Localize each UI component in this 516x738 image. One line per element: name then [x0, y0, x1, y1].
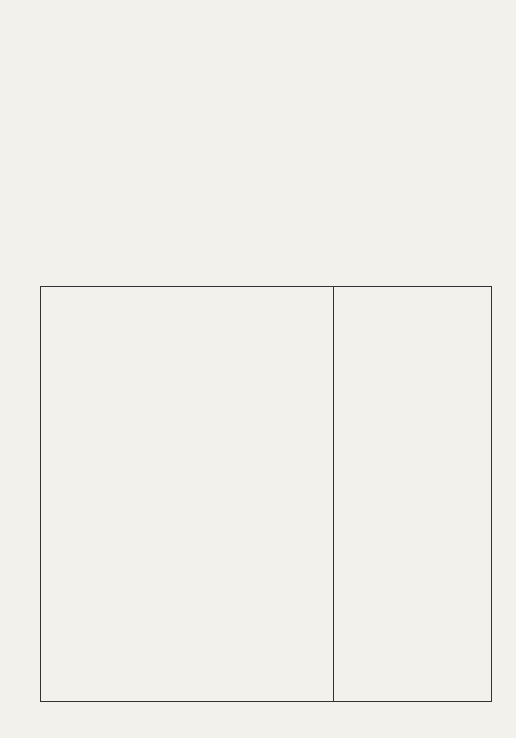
top-text	[40, 16, 488, 254]
right-column	[341, 297, 481, 689]
boxed-section	[40, 286, 492, 702]
column-divider	[333, 287, 334, 701]
left-column	[51, 297, 327, 689]
